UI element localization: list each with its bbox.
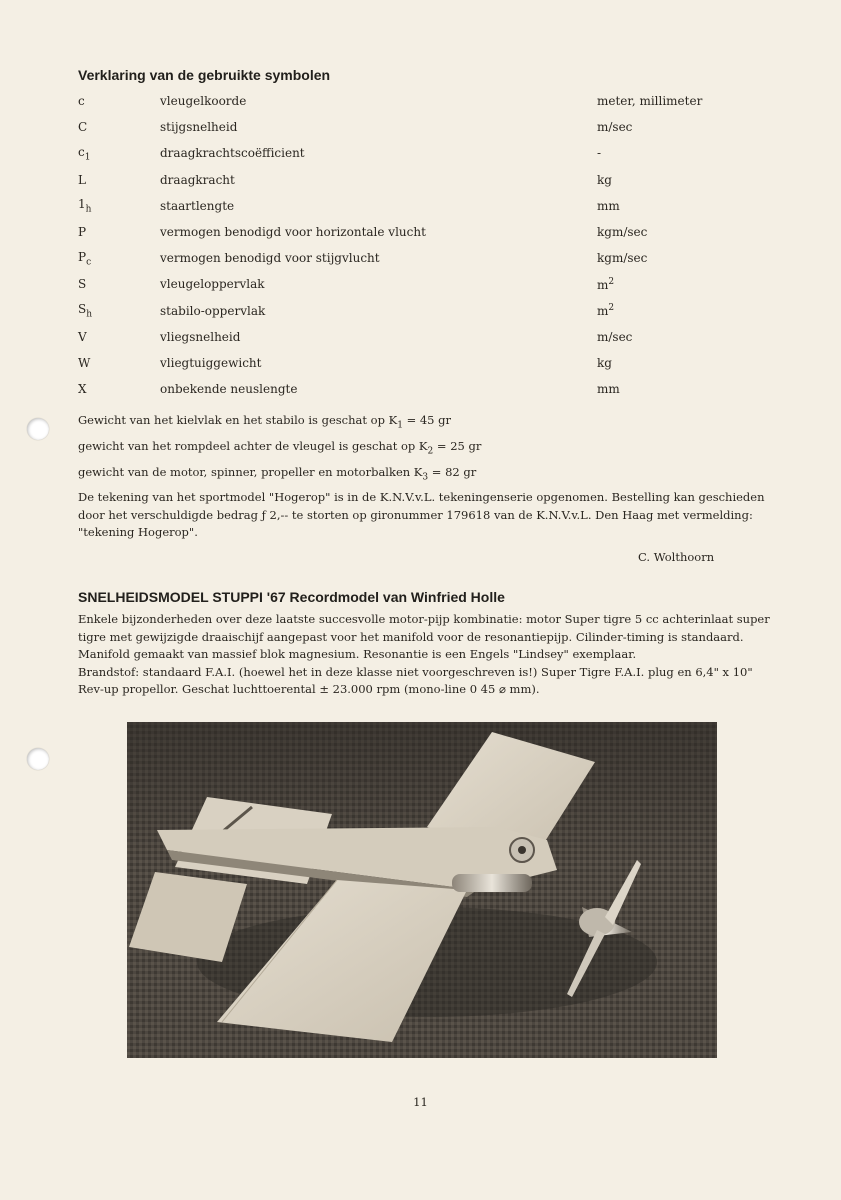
symbol-row [78, 88, 757, 114]
symbol-unit: m/sec [597, 120, 633, 135]
speed-model-heading: SNELHEIDSMODEL STUPPI '67 Recordmodel van Winfried Holle [78, 589, 505, 605]
symbol-unit: m [597, 304, 609, 319]
symbol-unit-cell [597, 271, 757, 297]
symbol-unit: - [597, 146, 602, 161]
author-signature: C. Wolthoorn [638, 550, 715, 564]
symbol-cell [78, 245, 160, 271]
page-number: 11 [413, 1095, 428, 1109]
symbol-description: vliegtuiggewicht [160, 355, 262, 370]
symbol-letter: P [78, 225, 87, 240]
airplane-photo-illustration [127, 722, 717, 1058]
symbol-letter: P [78, 249, 87, 264]
symbol-letter: L [78, 172, 86, 187]
symbol-row [78, 298, 757, 324]
symbol-row [78, 271, 757, 297]
symbol-description: draagkrachtscoëfficient [160, 146, 305, 161]
symbol-description: draagkracht [160, 172, 235, 187]
weight-line-3 [78, 464, 476, 485]
symbol-unit: mm [597, 198, 620, 213]
weight-sub: 2 [427, 446, 434, 457]
symbol-letter: X [78, 382, 87, 397]
symbol-cell [78, 376, 160, 402]
weight-value: = 45 gr [402, 413, 452, 427]
symbol-letter: S [78, 301, 87, 316]
model-airplane-photo [127, 722, 717, 1058]
symbol-unit-cell [597, 140, 757, 166]
weight-line-1 [78, 412, 451, 433]
symbol-cell [78, 324, 160, 350]
symbol-description: vermogen benodigd voor horizontale vlucht [160, 225, 426, 240]
weight-text: gewicht van het rompdeel achter de vleugel is geschat op K [78, 439, 428, 453]
speed-model-paragraph [78, 611, 778, 699]
symbol-description: vliegsnelheid [160, 329, 241, 344]
symbol-letter: 1 [78, 197, 86, 212]
symbol-description: vleugeloppervlak [160, 277, 265, 292]
symbol-unit-cell [597, 88, 757, 114]
unit-superscript: 2 [608, 303, 615, 314]
symbol-cell [78, 271, 160, 297]
symbol-letter: W [78, 355, 91, 370]
symbol-description: vleugelkoorde [160, 94, 247, 109]
symbol-description: vermogen benodigd voor stijgvlucht [160, 251, 380, 266]
symbol-cell [78, 88, 160, 114]
symbol-row [78, 245, 757, 271]
symbol-unit: kg [597, 355, 612, 370]
symbol-unit: meter, millimeter [597, 94, 703, 109]
punch-hole-top [27, 418, 49, 440]
symbols-heading: Verklaring van de gebruikte symbolen [78, 67, 331, 83]
symbol-letter: S [78, 277, 87, 292]
symbol-cell [78, 298, 160, 324]
symbol-row [78, 193, 757, 219]
drawing-order-paragraph: De tekening van het sportmodel "Hogerop" is in de K.N.V.v.L. tekeningenserie opgenomen. Bestelling kan geschieden door het verschuldigde bedrag ƒ 2,-- te storten op gironummer 179618 van de K.N.V.v.L. Den Haag met vermelding: "tekening Hogerop". [78, 490, 765, 539]
symbol-cell [78, 219, 160, 245]
symbol-unit-cell [597, 114, 757, 140]
symbol-subscript: h [85, 204, 92, 215]
symbol-unit-cell [597, 167, 757, 193]
weight-sub: 3 [422, 472, 429, 483]
weight-value: = 82 gr [428, 465, 477, 479]
symbol-unit-cell [597, 193, 757, 219]
symbol-subscript: 1 [84, 152, 91, 163]
symbol-cell [78, 350, 160, 376]
symbol-row [78, 350, 757, 376]
symbol-description: staartlengte [160, 198, 235, 213]
symbol-subscript: c [86, 256, 92, 267]
symbol-letter: C [78, 120, 88, 135]
paragraph-part-b: Brandstof: standaard F.A.I. (hoewel het in deze klasse niet voorgeschreven is!) Super Tigre F.A.I. plug en 6,4" x 10" Rev-up propellor. Geschat luchttoerental ± 23.000 rpm (mono-line 0 45 ⌀ mm). [78, 664, 753, 696]
symbol-unit-cell [597, 376, 757, 402]
symbol-unit-cell [597, 350, 757, 376]
symbol-row [78, 167, 757, 193]
symbol-unit: m/sec [597, 329, 633, 344]
symbol-cell [78, 140, 160, 166]
symbol-row [78, 114, 757, 140]
symbol-unit-cell [597, 298, 757, 324]
symbol-row [78, 376, 757, 402]
symbol-letter: c [78, 144, 85, 159]
paragraph-part-a: Enkele bijzonderheden over deze laatste succesvolle motor-pijp kombinatie: motor Super tigre 5 cc achterinlaat super tigre met gewijzigde draaischijf aangepast voor het manifold voor de resonantiepijp. Cilinder-timing is standaard. Manifold gemaakt van massief blok magnesium. Resonantie is een Engels "Lindsey" exemplaar. [78, 612, 770, 661]
symbol-unit: mm [597, 382, 620, 397]
symbol-unit-cell [597, 245, 757, 271]
symbol-description: onbekende neuslengte [160, 382, 298, 397]
symbol-unit: kgm/sec [597, 251, 648, 266]
symbol-cell [78, 114, 160, 140]
symbol-unit: kg [597, 172, 612, 187]
symbol-subscript: h [86, 309, 93, 320]
symbol-letter: c [78, 94, 85, 109]
symbol-description: stijgsnelheid [160, 120, 238, 135]
symbol-letter: V [78, 329, 87, 344]
weight-text: Gewicht van het kielvlak en het stabilo is geschat op K [78, 413, 398, 427]
symbol-unit-cell [597, 219, 757, 245]
weight-line-2 [78, 438, 481, 459]
symbol-row [78, 324, 757, 350]
symbol-description: stabilo-oppervlak [160, 303, 266, 318]
symbol-row [78, 219, 757, 245]
weight-sub: 1 [397, 420, 403, 431]
symbol-unit-cell [597, 324, 757, 350]
symbols-table [78, 88, 757, 402]
weight-value: = 25 gr [433, 439, 482, 453]
symbol-row [78, 140, 757, 166]
symbol-unit: m [597, 277, 609, 292]
symbol-unit: kgm/sec [597, 225, 648, 240]
punch-hole-bottom [27, 748, 49, 770]
symbol-cell [78, 167, 160, 193]
weight-text: gewicht van de motor, spinner, propeller en motorbalken K [78, 465, 423, 479]
symbol-cell [78, 193, 160, 219]
unit-superscript: 2 [608, 276, 615, 287]
